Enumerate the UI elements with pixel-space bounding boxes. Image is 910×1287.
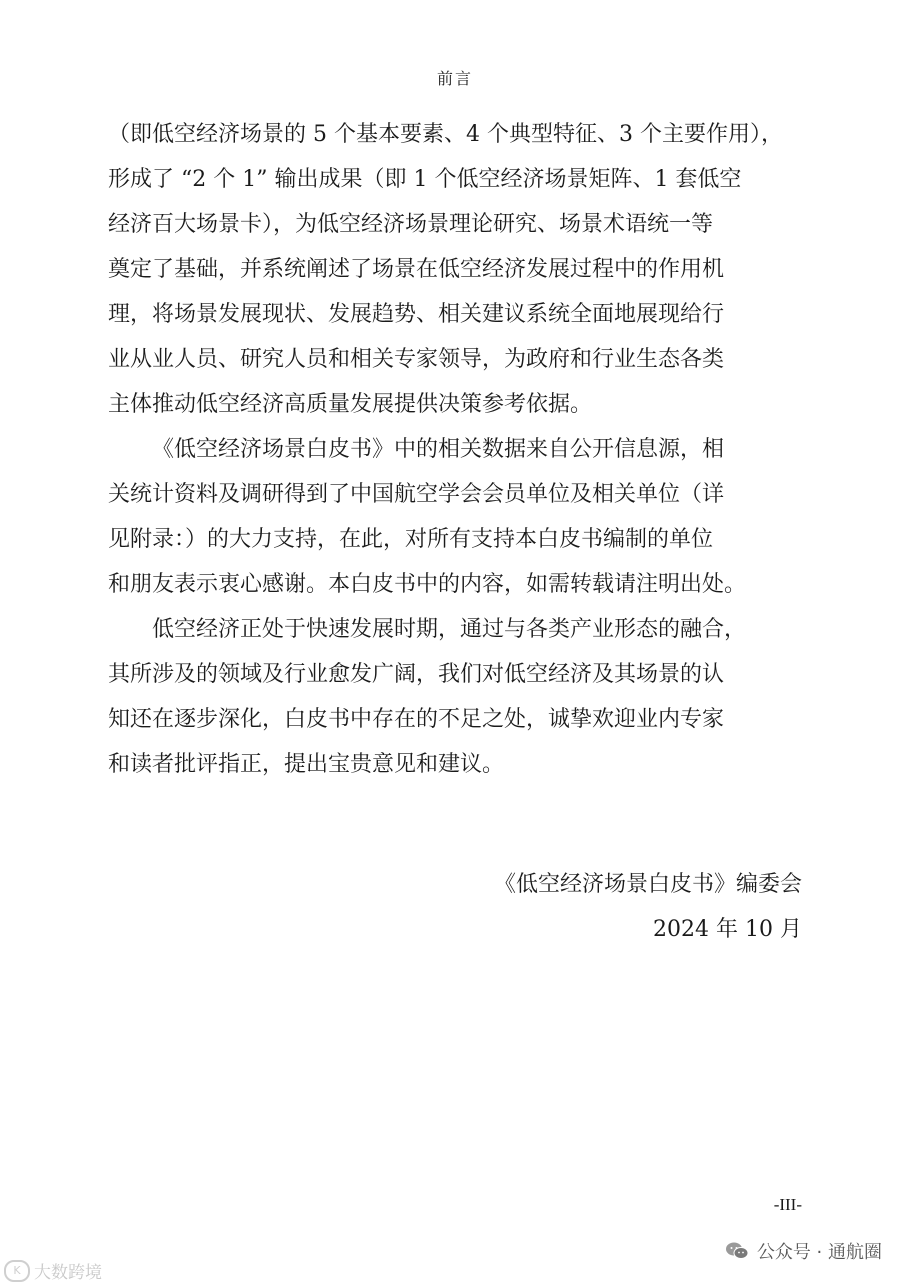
body-line: 和读者批评指正，提出宝贵意见和建议。: [108, 752, 505, 777]
body-line: 奠定了基础，并系统阐述了场景在低空经济发展过程中的作用机: [108, 257, 725, 282]
watermark-left-text: 大数跨境: [34, 1263, 102, 1283]
body-line: 知还在逐步深化，白皮书中存在的不足之处，诚挚欢迎业内专家: [108, 707, 725, 732]
watermark-logo-icon: K: [4, 1260, 30, 1282]
signature-date: 2024 年 10 月: [653, 917, 802, 942]
page-header: 前言: [436, 69, 473, 88]
watermark-left: [4, 1258, 102, 1283]
body-line: 理，将场景发展现状、发展趋势、相关建议系统全面地展现给行: [108, 302, 725, 327]
body-line: （即低空经济场景的 5 个基本要素、4 个典型特征、3 个主要作用），: [108, 122, 783, 147]
body-line: 经济百大场景卡），为低空经济场景理论研究、场景术语统一等: [108, 212, 714, 237]
body-line: 主体推动低空经济高质量发展提供决策参考依据。: [108, 392, 593, 417]
body-line: 其所涉及的领域及行业愈发广阔，我们对低空经济及其场景的认: [108, 662, 725, 687]
body-line: 形成了 “2 个 1” 输出成果（即 1 个低空经济场景矩阵、1 套低空: [108, 167, 742, 192]
body-line: 和朋友表示衷心感谢。本白皮书中的内容，如需转载请注明出处。: [108, 572, 747, 597]
page-number: -III-: [773, 1195, 802, 1214]
body-line: 低空经济正处于快速发展时期，通过与各类产业形态的融合，: [152, 617, 747, 642]
body-line: 业从业人员、研究人员和相关专家领导，为政府和行业生态各类: [108, 347, 725, 372]
watermark-right-text: 公众号 · 通航圈: [756, 1242, 882, 1263]
signature-org: 《低空经济场景白皮书》编委会: [493, 872, 802, 897]
body-line: 见附录：）的大力支持，在此，对所有支持本白皮书编制的单位: [108, 527, 714, 552]
wechat-icon: [725, 1241, 749, 1261]
watermark-right: [725, 1238, 882, 1264]
body-line: 《低空经济场景白皮书》中的相关数据来自公开信息源，相: [152, 437, 725, 462]
body-line: 关统计资料及调研得到了中国航空学会会员单位及相关单位（详: [108, 482, 725, 507]
